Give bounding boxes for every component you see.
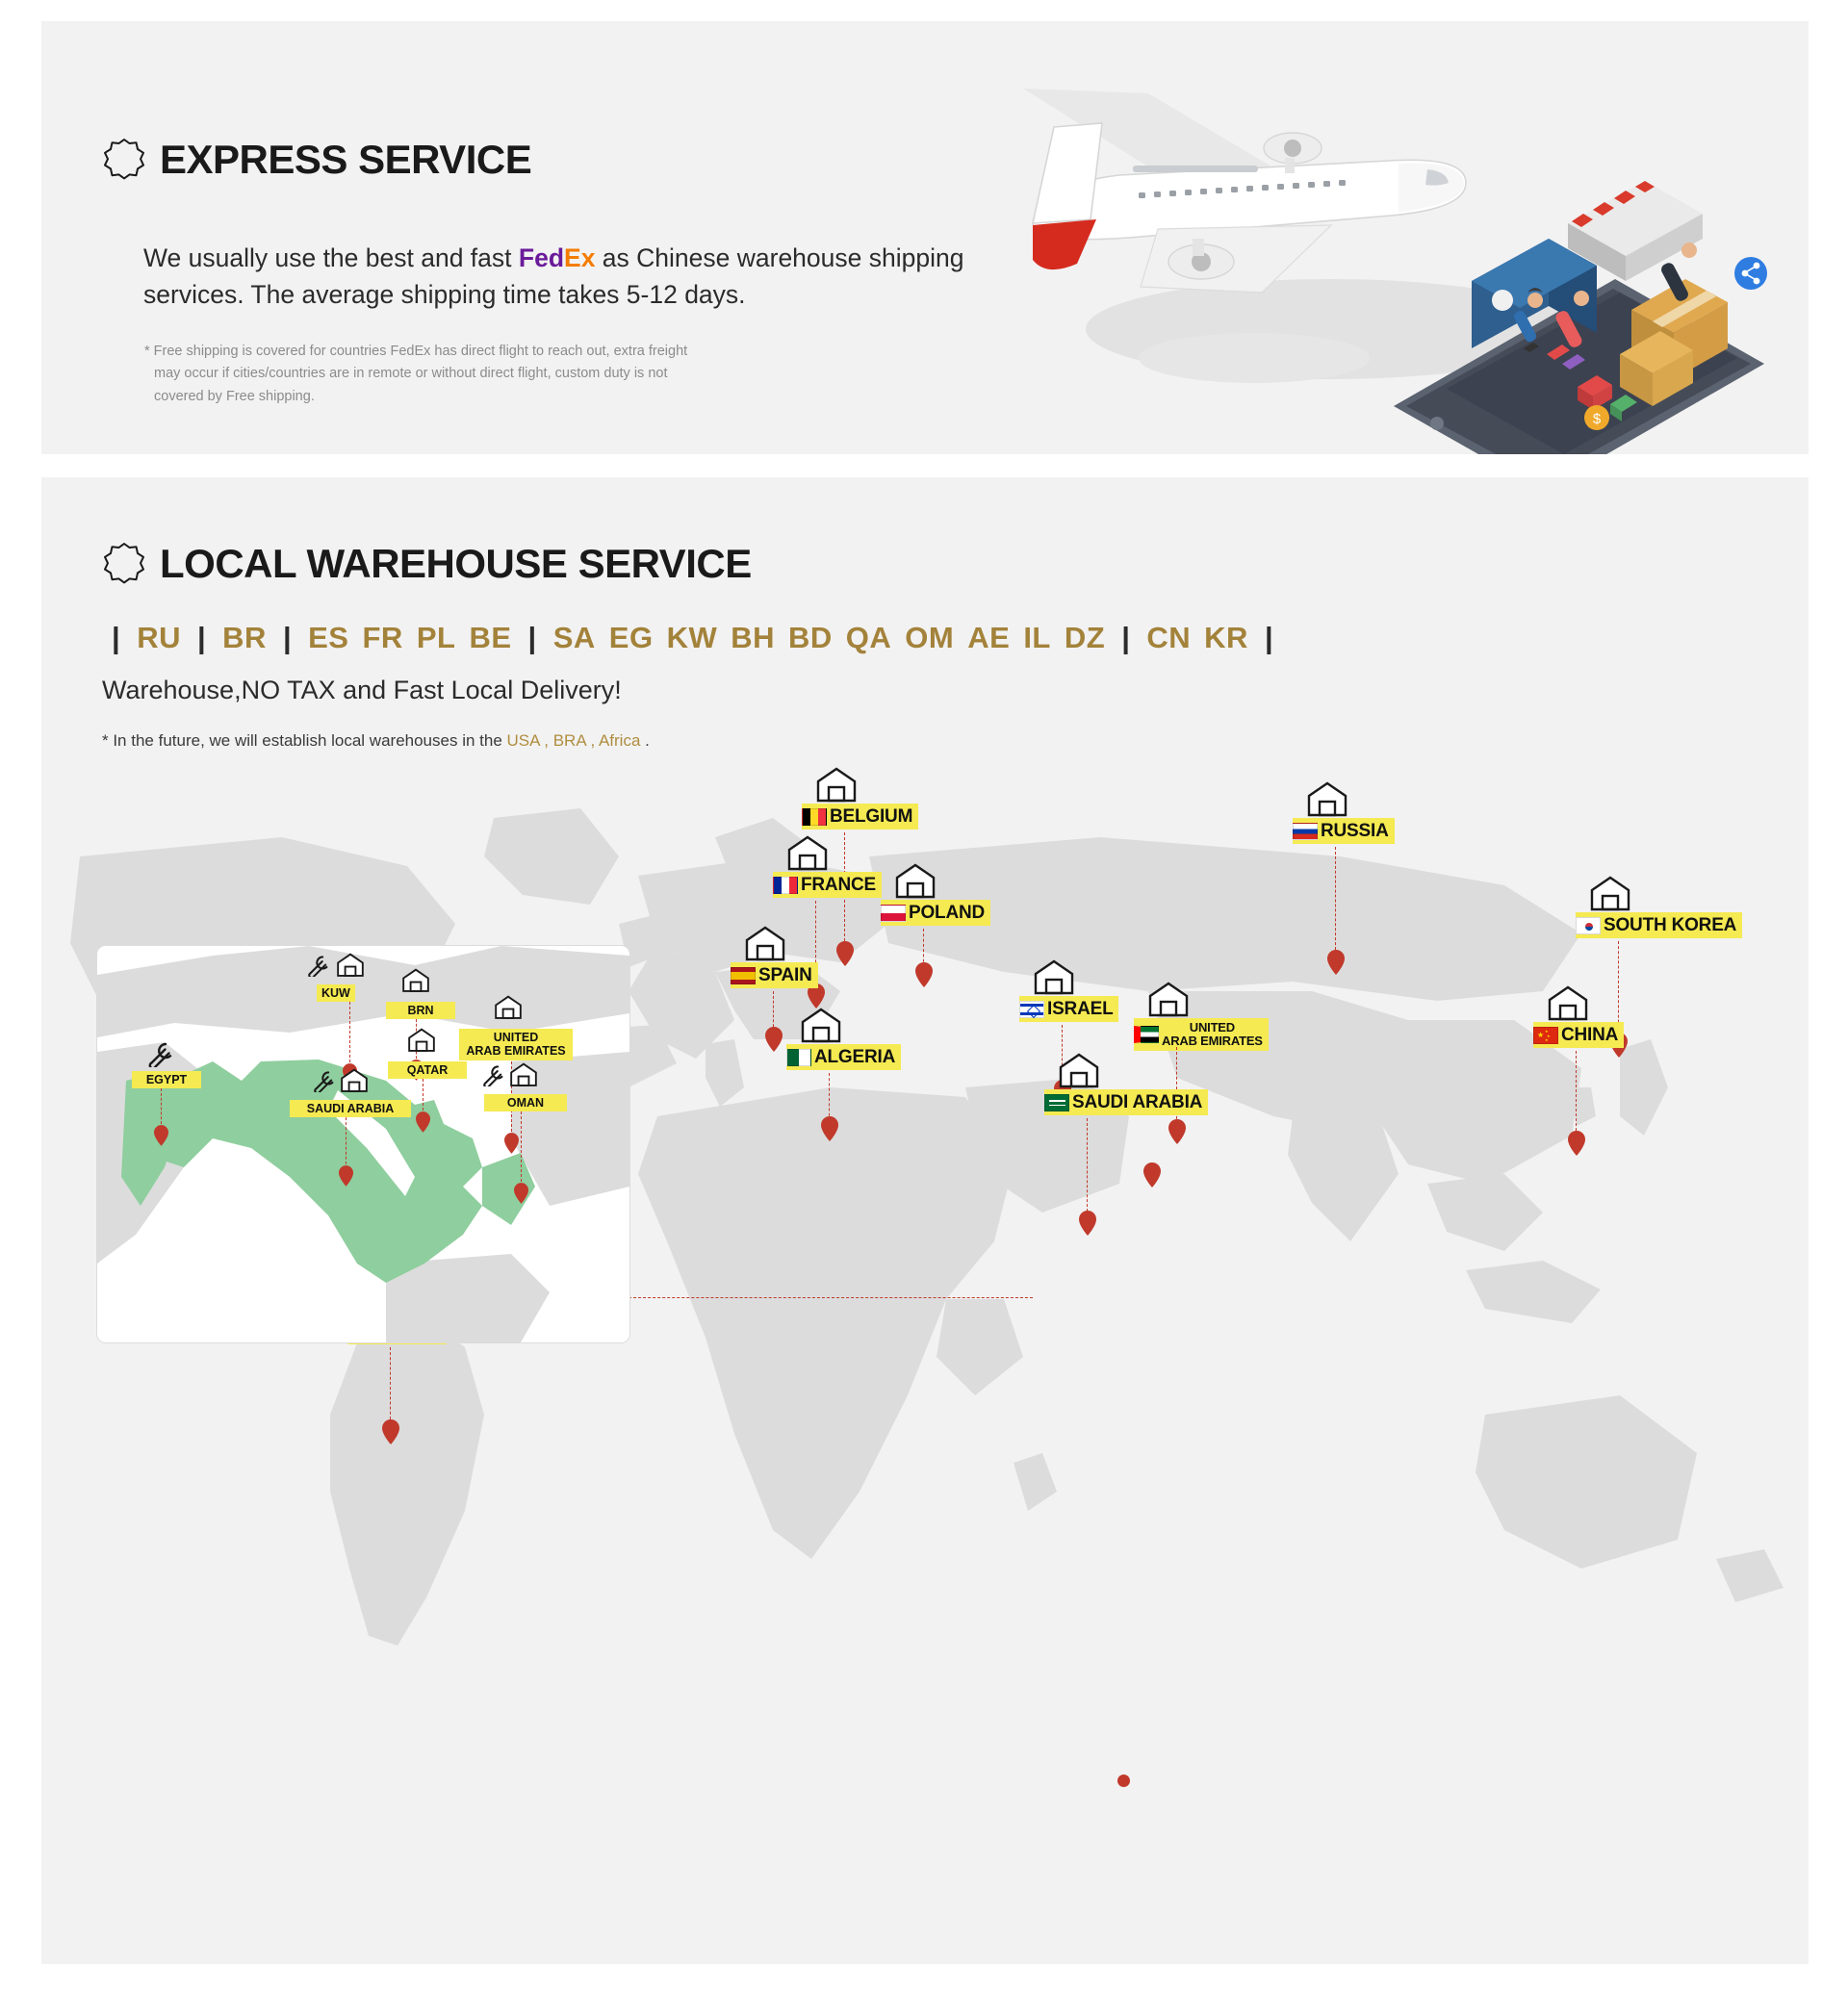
code-separator: | [112,621,121,654]
inset-pin-oman [514,1183,528,1204]
inset-tag-qatar[interactable]: QATAR [388,1061,467,1079]
warehouse-icon [894,861,937,900]
country-code-es[interactable]: ES [308,621,349,654]
country-code-strip [102,621,1283,655]
map-pin-russia [1327,950,1345,975]
code-separator: | [527,621,537,654]
marker-label-poland: POLAND [909,902,986,923]
marker-tag-uae[interactable] [1134,1018,1269,1051]
code-separator: | [196,621,207,654]
express-section-heading [102,137,531,183]
inset-tag-bahrain[interactable]: BRN [386,1002,455,1019]
flag-south-korea-icon [1576,917,1601,934]
warehouse-icon [494,994,523,1020]
marker-tag-israel[interactable] [1019,996,1118,1022]
dashline-poland [923,929,924,967]
warehouse-icon [786,833,829,872]
marker-label-uae [1162,1021,1263,1047]
inset-pin-uae [504,1133,519,1154]
marker-label-algeria: ALGERIA [814,1046,896,1067]
warehouse-icon [401,967,430,993]
warehouse-icon [407,1027,436,1053]
country-code-dz[interactable]: DZ [1064,621,1106,654]
marker-label-china: CHINA [1561,1024,1619,1045]
warehouse-section-heading [102,541,752,587]
map-pin-gulf [1143,1162,1161,1188]
flag-uae-icon [1134,1026,1159,1043]
country-code-ae[interactable]: AE [967,621,1011,654]
marker-saudi-arabia[interactable] [1044,1051,1208,1115]
warehouse-icon [509,1061,538,1087]
marker-label-uae-line1: UNITED [1189,1020,1235,1035]
marker-algeria[interactable] [786,1006,901,1070]
dashline-russia [1335,847,1336,955]
map-pin-eastern-europe [944,943,962,968]
inset-map-shapes [97,946,629,1342]
flag-russia-icon [1293,823,1318,840]
express-note-line1: * Free shipping is covered for countries FedEx has direct flight to reach out, extra freight [144,344,688,359]
country-code-bh[interactable]: BH [731,621,776,654]
marker-russia[interactable] [1293,779,1395,844]
inset-dash-egypt [161,1088,162,1129]
inset-pin-saudi-arabia [339,1165,353,1187]
warehouse-icon [744,924,786,962]
marker-belgium[interactable] [802,765,918,830]
express-body-pre: We usually use the best and fast [143,243,519,272]
inset-tag-kuwait[interactable]: KUW [317,984,355,1002]
country-code-be[interactable]: BE [469,621,512,654]
warehouse-icon [1058,1051,1100,1089]
map-pin-poland [915,962,933,987]
wrench-icon [311,1069,336,1092]
dashline-algeria [829,1073,830,1121]
country-code-qa[interactable]: QA [845,621,892,654]
country-code-sa[interactable]: SA [552,621,596,654]
express-footnote [144,341,876,408]
marker-china[interactable] [1533,983,1624,1048]
fedex-ex-text: Ex [564,243,596,272]
marker-tag-russia[interactable] [1293,818,1395,844]
wrench-icon [480,1063,505,1086]
warehouse-icon [1306,779,1348,818]
marker-tag-poland[interactable] [881,900,990,926]
marker-label-spain: SPAIN [758,964,812,985]
flag-poland-icon [881,905,906,922]
marker-tag-saudi-arabia[interactable] [1044,1089,1208,1115]
warehouse-icon [1547,983,1589,1022]
marker-tag-algeria[interactable] [786,1044,901,1070]
flag-belgium-icon [802,808,827,826]
map-pin-spain [765,1027,783,1052]
marker-uae[interactable] [1134,980,1269,1051]
warehouse-icon [1589,874,1631,912]
warehouse-icon [340,1067,369,1093]
starburst-icon [102,542,146,586]
country-code-pl[interactable]: PL [416,621,456,654]
code-separator: | [1264,621,1274,654]
country-code-eg[interactable]: EG [608,621,654,654]
code-separator: | [1121,621,1131,654]
code-separator: | [282,621,293,654]
warehouse-icon [800,1006,842,1044]
express-description [143,241,1067,313]
inset-tag-uae-line2: ARAB EMIRATES [466,1044,566,1059]
future-note-pre: * In the future, we will establish local warehouses in the [102,731,507,750]
marker-label-russia: RUSSIA [1321,820,1389,841]
warehouse-future-note [102,731,650,751]
flag-israel-icon [1019,1001,1044,1018]
country-code-cn[interactable]: CN [1146,621,1192,654]
flag-france-icon [773,877,798,894]
future-note-places: USA , BRA , Africa [506,731,641,750]
flag-algeria-icon [786,1049,811,1066]
dashline-saudi-arabia [1087,1118,1088,1216]
country-code-om[interactable]: OM [905,621,955,654]
wrench-icon [305,954,330,977]
fedex-fed-text: Fed [518,243,565,272]
marker-tag-china[interactable] [1533,1022,1624,1048]
map-pin-china [1568,1131,1585,1156]
inset-dash-kuwait [349,1002,350,1067]
express-note-line2: may occur if cities/countries are in remote or without direct flight, custom duty is not [154,366,668,382]
express-note-line3: covered by Free shipping. [154,388,315,404]
marker-israel[interactable] [1019,958,1118,1022]
map-pin-saudi-arabia [1079,1211,1096,1236]
dashline-brazil [390,1347,391,1424]
country-code-ru[interactable]: RU [137,621,181,654]
flag-china-icon: ★ ★ ★ ★ [1533,1027,1558,1044]
marker-tag-spain[interactable] [731,962,818,988]
svg-text:$: $ [1592,411,1602,427]
inset-dash-oman [521,1111,522,1187]
marker-france[interactable] [773,833,882,898]
marker-label-saudi-arabia: SAUDI ARABIA [1072,1091,1203,1112]
marker-spain[interactable] [731,924,818,988]
marker-poland[interactable] [881,861,990,926]
starburst-icon [102,138,146,182]
middle-east-inset-map [96,945,630,1343]
inset-pin-egypt [154,1125,168,1146]
marker-label-south-korea: SOUTH KOREA [1604,914,1737,935]
warehouse-title: LOCAL WAREHOUSE SERVICE [160,541,752,586]
inset-tag-uae[interactable] [459,1029,573,1060]
warehouse-tagline: Warehouse,NO TAX and Fast Local Delivery! [102,676,622,704]
inset-connector-line [629,1297,1033,1298]
map-pin-algeria [821,1116,838,1141]
flag-saudi-arabia-icon [1044,1094,1069,1111]
country-code-bd[interactable]: BD [788,621,833,654]
inset-tag-uae-line1: UNITED [493,1031,539,1044]
inset-tag-oman[interactable]: OMAN [484,1094,567,1111]
country-code-br[interactable]: BR [222,621,267,654]
dashline-china [1576,1051,1577,1136]
map-pin-belgium [836,941,854,966]
marker-tag-france[interactable] [773,872,882,898]
warehouse-icon [1033,958,1075,996]
dashline-spain [773,991,774,1032]
inset-anchor-dot [1117,1775,1130,1787]
inset-dash-qatar [423,1079,424,1115]
country-code-kw[interactable]: KW [666,621,718,654]
marker-south-korea[interactable] [1576,874,1742,938]
marker-label-belgium: BELGIUM [830,805,913,827]
warehouse-icon [815,765,858,804]
map-pin-brazil [382,1419,399,1444]
warehouse-icon [336,952,365,978]
warehouse-icon [1147,980,1190,1018]
inset-tag-saudi-arabia[interactable]: SAUDI ARABIA [290,1100,411,1117]
marker-label-france: FRANCE [801,874,876,895]
map-pin-uae [1168,1119,1186,1144]
country-code-fr[interactable]: FR [362,621,403,654]
future-note-post: . [640,731,650,750]
flag-spain-icon [731,967,756,984]
marker-label-israel: ISRAEL [1047,998,1114,1019]
inset-tag-egypt[interactable]: EGYPT [132,1071,201,1088]
marker-tag-south-korea[interactable] [1576,912,1742,938]
marker-label-uae-line2: ARAB EMIRATES [1162,1034,1263,1048]
country-code-il[interactable]: IL [1023,621,1051,654]
express-title: EXPRESS SERVICE [160,137,532,182]
express-body-post: as Chinese warehouse shipping services. The average shipping time takes 5-12 days. [143,243,964,309]
express-hero-illustration [1014,40,1803,454]
marker-tag-belgium[interactable] [802,804,918,830]
country-code-kr[interactable]: KR [1204,621,1248,654]
express-service-panel [41,21,1809,454]
wrench-icon [145,1040,174,1067]
inset-pin-qatar [416,1111,430,1133]
